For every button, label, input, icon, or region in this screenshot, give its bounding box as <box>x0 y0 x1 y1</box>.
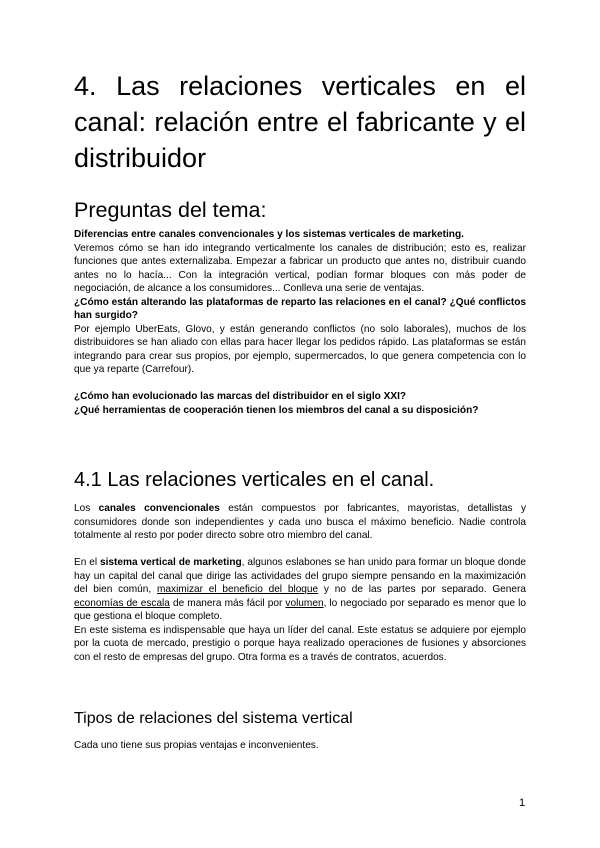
spacer <box>74 543 526 557</box>
underlined-volumen: volumen <box>285 597 324 609</box>
underlined-maximizar: maximizar el beneficio del bloque <box>157 584 319 595</box>
answer-2: Por ejemplo UberEats, Glovo, y están generando conflictos (no solo laborales), muchos de los distribuidores se han aliado con ellas para hacer llegar los pedidos rápido. Las plataformas se están integrando para crear sus propios, por ejemplo, supermercados, lo que genera competencia con lo que ya reparte (Carrefour). <box>74 323 526 375</box>
questions-heading: Preguntas del tema: <box>74 198 267 222</box>
answer-1: Veremos cómo se han ido integrando verticalmente los canales de distribución; esto es, realizar funciones que antes externalizaba. Empezar a fabricar un producto que antes no, distribuir cuando antes no lo hacía... Con la integración vertical, podían formar bloques con más poder de negociación, de alcance a los consumidores... Conlleva una serie de ventajas. <box>74 242 526 294</box>
underlined-economias: economías de escala <box>74 597 170 609</box>
term-canales-convencionales: canales convencionales <box>98 503 220 514</box>
term-sistema-vertical: sistema vertical de marketing <box>100 557 242 568</box>
paragraph-lider-canal: En este sistema es indispensable que haya un líder del canal. Este estatus se adquiere por ejemplo por la cuota de mercado, prestigio o porque haya realizado operaciones de fusiones y absorciones con el resto de empresas del grupo. Otra forma es a través de contratos, acuerdos. <box>74 624 526 663</box>
section-4-1-body <box>74 502 526 664</box>
question-4: ¿Qué herramientas de cooperación tienen los miembros del canal a su disposición? <box>74 404 479 416</box>
paragraph-sistema-vertical: En el sistema vertical de marketing, algunos eslabones se han unido para formar un bloque donde hay un capital del canal que dirige las actividades del grupo siempre pensando en la maximización del bien común, maximizar el beneficio del bloque y no de las partes por separado. Genera economías de escala de manera más fácil por volumen, lo negociado por separado es menor que lo que gestiona el bloque completo. <box>74 557 527 622</box>
question-2: ¿Cómo están alterando las plataformas de reparto las relaciones en el canal? ¿Qué conflictos han surgido? <box>74 296 526 321</box>
question-1: Diferencias entre canales convencionales y los sistemas verticales de marketing. <box>74 229 464 240</box>
section-4-1-heading: 4.1 Las relaciones verticales en el canal. <box>74 469 435 491</box>
chapter-title: 4. Las relaciones verticales en el canal: relación entre el fabricante y el distribuidor <box>74 71 526 173</box>
subsection-heading: Tipos de relaciones del sistema vertical <box>74 710 353 727</box>
question-3: ¿Cómo han evolucionado las marcas del distribuidor en el siglo XXI? <box>74 391 407 402</box>
paragraph-canales-convencionales: Los canales convencionales están compuestos por fabricantes, mayoristas, detallistas y consumidores donde son independientes y cada uno busca el máximo beneficio. Nadie controla totalmente al resto por poder directo sobre otro miembro del canal. <box>74 503 526 541</box>
page-number: 1 <box>519 797 526 809</box>
subsection-text: Cada uno tiene sus propias ventajas e inconvenientes. <box>74 740 319 751</box>
questions-block <box>74 228 526 417</box>
spacer <box>74 377 526 391</box>
